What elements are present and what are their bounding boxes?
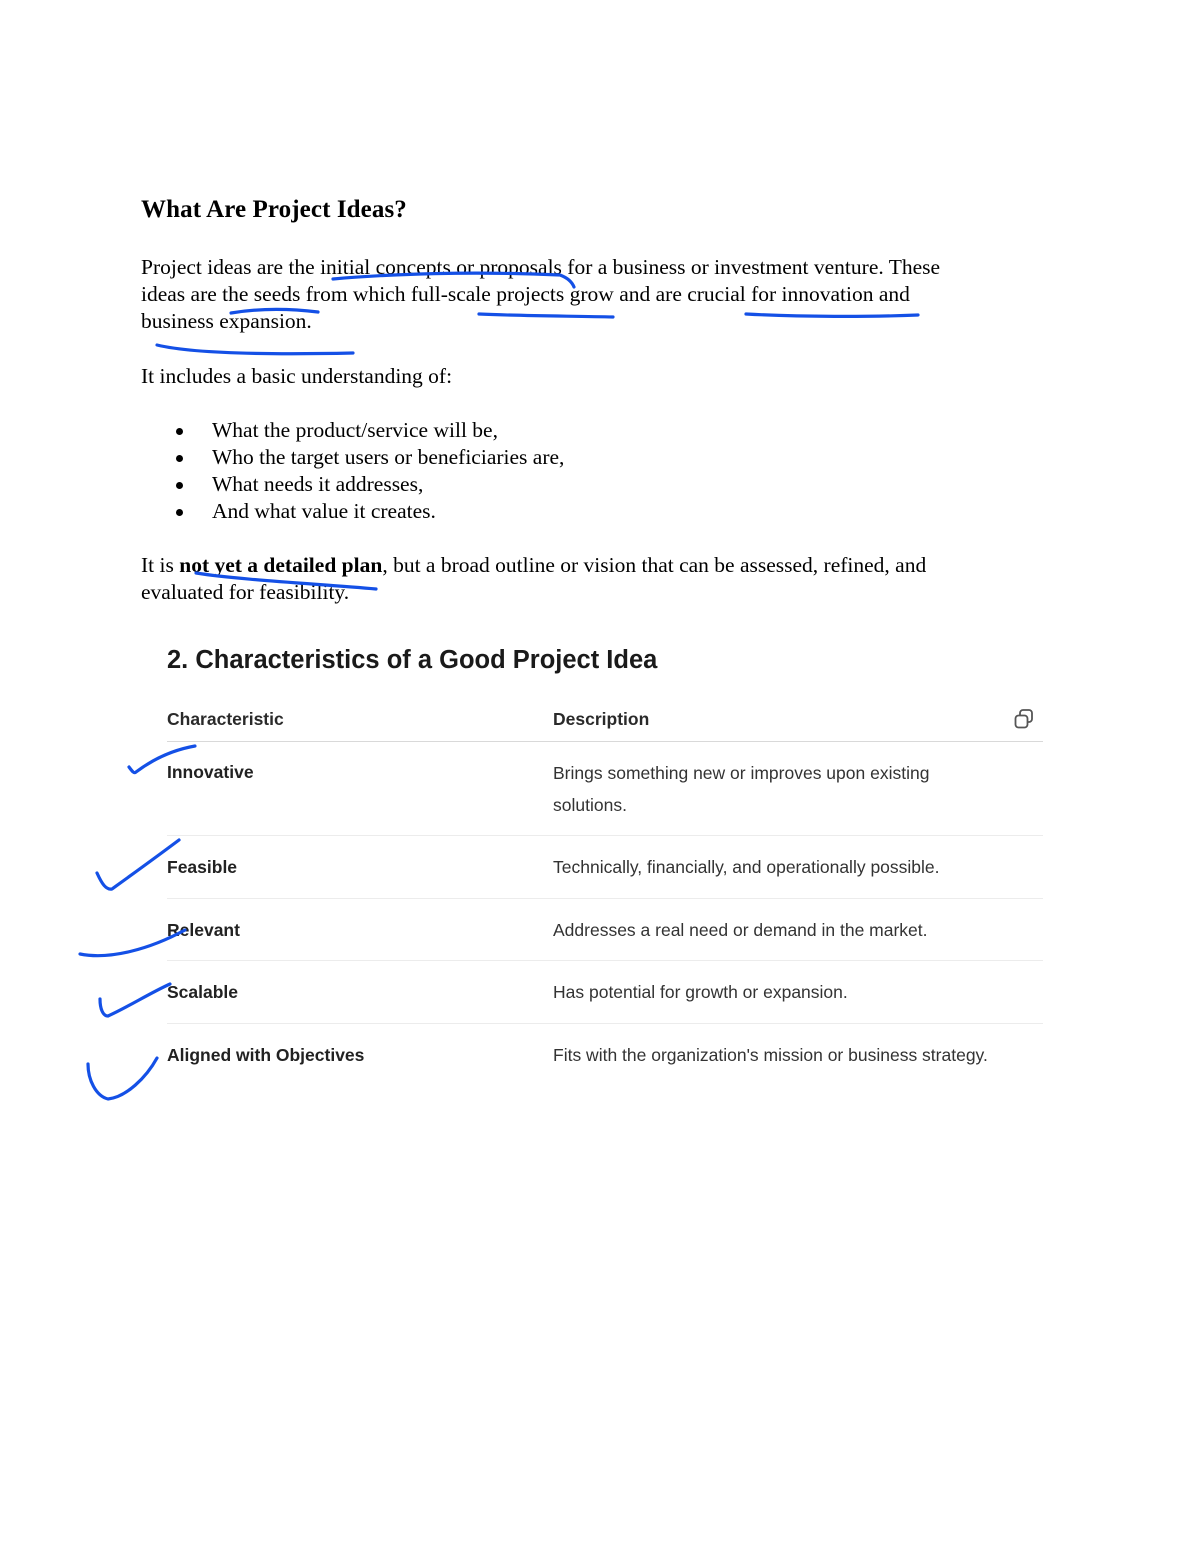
bullet-icon: [176, 455, 183, 462]
section-heading: 2. Characteristics of a Good Project Idea: [167, 646, 658, 674]
column-header-characteristic: Characteristic: [167, 709, 284, 729]
row-description: Fits with the organization's mission or business strategy.: [553, 1045, 988, 1065]
closing-line-1: It is not yet a detailed plan, but a broad outline or vision that can be assessed, refined, and: [141, 553, 927, 577]
list-item: What the product/service will be,: [141, 417, 564, 444]
underline-mark: [157, 345, 353, 354]
intro-line-1: Project ideas are the initial concepts or proposals for a business or investment venture. These: [141, 255, 941, 279]
row-description: Addresses a real need or demand in the market.: [553, 920, 928, 940]
intro-line-2: ideas are the seeds from which full-scale projects grow and are crucial for innovation and: [141, 282, 910, 306]
list-item: And what value it creates.: [141, 498, 564, 525]
bullet-list: [141, 417, 564, 525]
row-characteristic: Feasible: [167, 857, 238, 877]
column-header-description: Description: [553, 709, 650, 729]
closing-line-2: evaluated for feasibility.: [141, 580, 350, 604]
row-description: Brings something new or improves upon existing solutions.: [553, 763, 930, 815]
bullet-icon: [176, 509, 183, 516]
table-row: [167, 742, 1043, 836]
check-mark-icon: [88, 1058, 157, 1099]
table-row: [167, 836, 1043, 899]
list-item: What needs it addresses,: [141, 471, 564, 498]
table-row: [167, 961, 1043, 1024]
row-characteristic: Innovative: [167, 762, 254, 782]
check-mark-icon: [100, 984, 170, 1016]
closing-paragraph: [141, 552, 1041, 606]
intro-line-3: business expansion.: [141, 309, 312, 333]
table-row: [167, 899, 1043, 961]
bullet-icon: [176, 482, 183, 489]
row-characteristic: Aligned with Objectives: [167, 1045, 365, 1065]
intro-paragraph: [141, 254, 1041, 335]
list-item: Who the target users or beneficiaries are,: [141, 444, 564, 471]
row-description: Has potential for growth or expansion.: [553, 982, 848, 1002]
table-header: [167, 700, 1043, 742]
page-title: What Are Project Ideas?: [141, 196, 407, 223]
bullet-icon: [176, 428, 183, 435]
row-characteristic: Scalable: [167, 982, 239, 1002]
includes-lead: It includes a basic understanding of:: [141, 364, 453, 388]
row-characteristic: Relevant: [167, 920, 240, 940]
characteristics-table: [167, 700, 1043, 1086]
copy-icon[interactable]: [1013, 708, 1035, 730]
row-description: Technically, financially, and operationally possible.: [553, 857, 940, 877]
table-row: [167, 1024, 1043, 1086]
emphasis-text: not yet a detailed plan: [179, 553, 383, 577]
